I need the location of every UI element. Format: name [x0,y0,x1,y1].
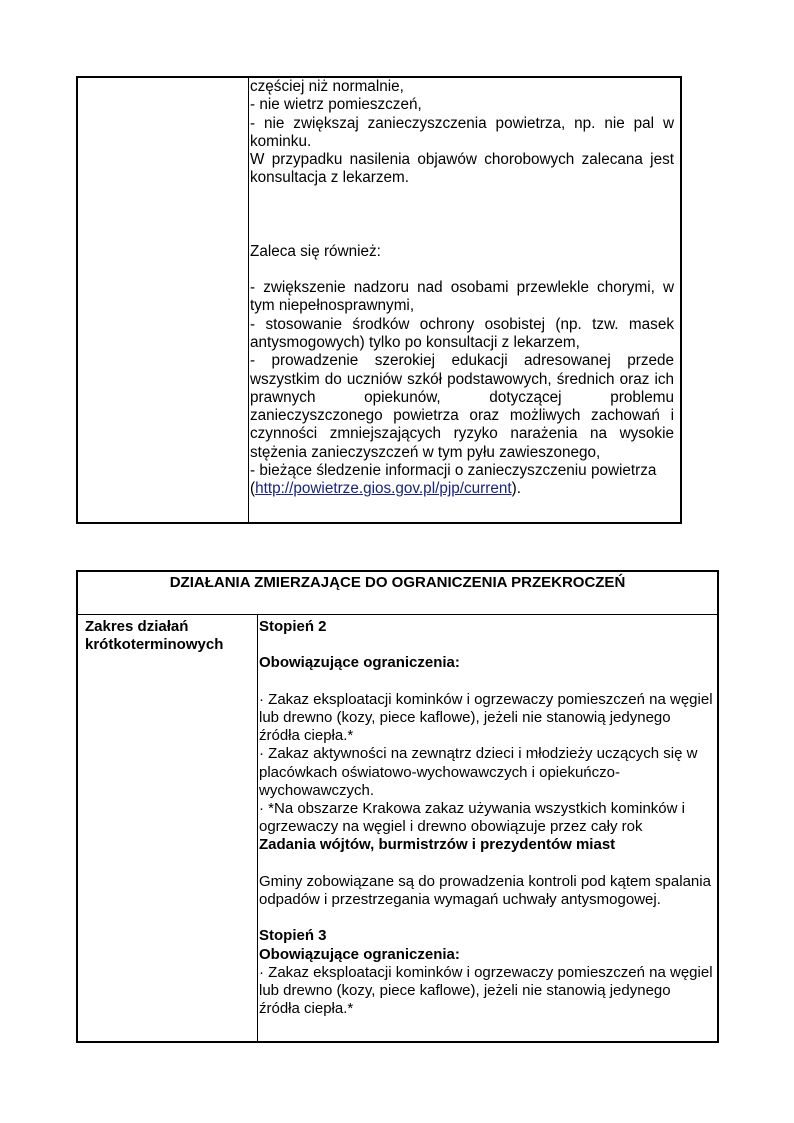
recommend-heading: Zaleca się również: [250,242,381,260]
tasks-heading: Zadania wójtów, burmistrzów i prezydentów miast [259,836,616,854]
text-line: częściej niż normalnie, [250,78,404,95]
stage3-restrictions-heading: Obowiązujące ograniczenia: [259,945,460,963]
actions-table [76,570,719,1043]
left-empty-cell [78,78,249,522]
health-recommendations-table [76,76,682,524]
text-line: W przypadku nasilenia objawów chorobowych zalecana jest konsultacja z lekarzem. [250,151,674,187]
text-line: - zwiększenie nadzoru nad osobami przewlekle chorymi, w tym niepełnosprawnymi, [250,279,674,315]
spacer [259,636,713,654]
text-line: - bieżące śledzenie informacji o zanieczyszczeniu powietrza [250,462,657,480]
restriction-item: · Zakaz eksploatacji kominków i ogrzewaczy pomieszczeń na węgiel lub drewno (kozy, piece kaflowe), jeżeli nie stanowią jedynego źródła ciepła.* [259,690,713,745]
spacer [250,261,674,279]
table-header: DZIAŁANIA ZMIERZAJĄCE DO OGRANICZENIA PRZEKROCZEŃ [78,572,717,615]
tasks-text: Gminy zobowiązane są do prowadzenia kontroli pod kątem spalania odpadów i przestrzegania wymagań uchwały antysmogowej. [259,872,711,908]
link-line [250,480,674,498]
link-suffix: ). [511,480,521,498]
restriction-item: · *Na obszarze Krakowa zakaz używania wszystkich kominków i ogrzewaczy na węgiel i drewno obowiązuje przez cały rok [259,800,685,836]
link-prefix: ( [250,480,256,498]
spacer [250,188,674,243]
scope-label-cell: Zakres działań krótkoterminowych [78,615,258,1041]
spacer [259,673,713,691]
text-line: - nie wietrz pomieszczeń, [250,96,422,114]
stage3-title: Stopień 3 [259,927,327,945]
spacer [259,909,713,927]
spacer [259,855,713,873]
restriction-item: · Zakaz eksploatacji kominków i ogrzewaczy pomieszczeń na węgiel lub drewno (kozy, piece kaflowe), jeżeli nie stanowią jedynego źródła ciepła.* [259,963,713,1018]
stage2-restrictions-heading: Obowiązujące ograniczenia: [259,654,460,672]
text-line: - stosowanie środków ochrony osobistej (np. tzw. masek antysmogowych) tylko po konsultacji z lekarzem, [250,315,674,351]
actions-cell [259,615,713,1041]
text-line: - nie zwiększaj zanieczyszczenia powietrza, np. nie pal w kominku. [250,114,674,150]
recommendations-cell [250,78,674,522]
gios-link[interactable]: http://powietrze.gios.gov.pl/pjp/current [255,480,512,498]
restriction-item: · Zakaz aktywności na zewnątrz dzieci i młodzieży uczących się w placówkach oświatowo-wychowawczych i opiekuńczo-wychowawczych. [259,745,698,799]
text-line: - prowadzenie szerokiej edukacji adresowanej przede wszystkim do uczniów szkół podstawowych, średnich oraz ich prawnych opiekunów, dotyczącej problemu zanieczyszczonego powietrza oraz możliwych zachowań i czynności zmniejszających ryzyko narażenia na wysokie stężenia zanieczyszczeń w tym pyłu zawieszonego, [250,352,674,461]
stage2-title: Stopień 2 [259,618,327,635]
